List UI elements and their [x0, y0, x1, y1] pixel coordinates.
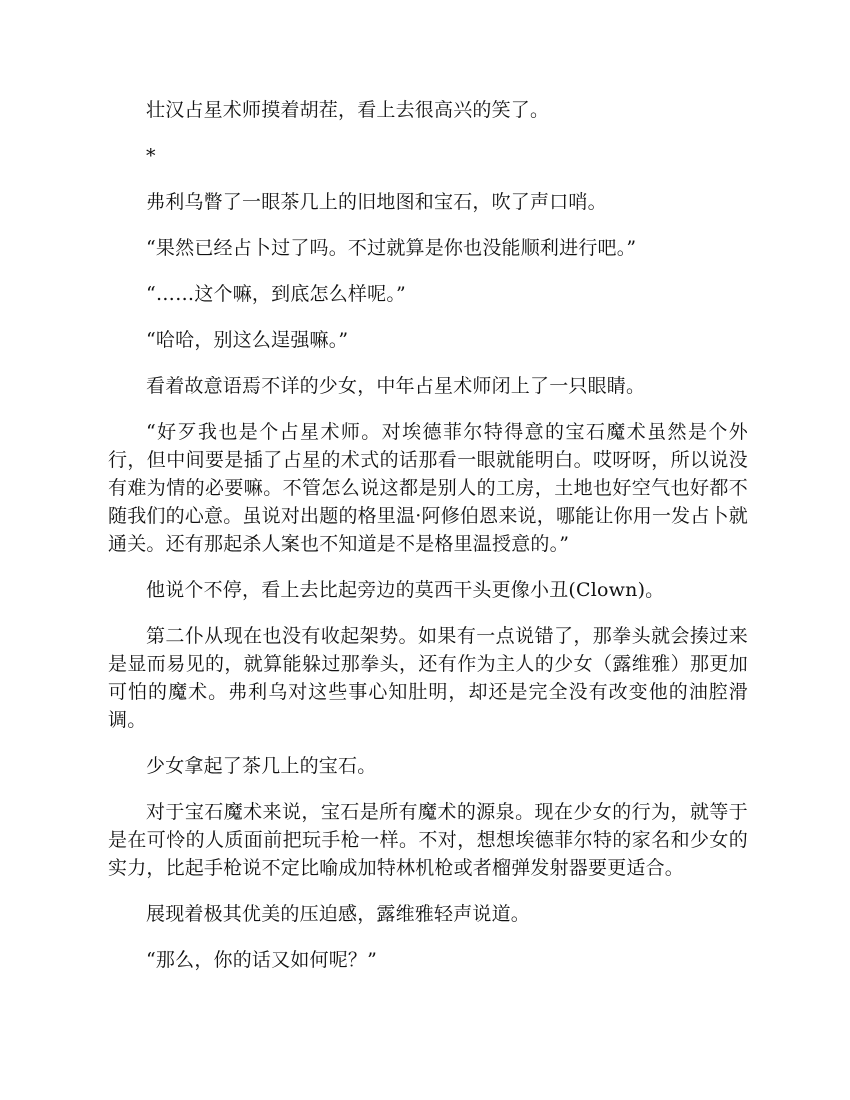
paragraph-7: “好歹我也是个占星术师。对埃德菲尔特得意的宝石魔术虽然是个外行，但中间要是插了占星的术式的话那看一眼就能明白。哎呀呀，所以说没有难为情的必要嘛。不管怎么说这都是别人的工房，土地也好空气也好都不随我们的心意。虽说对出题的格里温·阿修伯恩来说，哪能让你用一发占卜就通关。还有那起杀人案也不知道是不是格里温授意的。”	[108, 421, 748, 555]
document-body	[108, 96, 748, 992]
paragraph-8: 他说个不停，看上去比起旁边的莫西干头更像小丑(Clown)。	[146, 579, 665, 601]
section-break: *	[146, 145, 156, 167]
paragraph-10: 少女拿起了茶几上的宝石。	[146, 755, 377, 777]
paragraph-11: 对于宝石魔术来说，宝石是所有魔术的源泉。现在少女的行为，就等于是在可怜的人质面前把玩手枪一样。不对，想想埃德菲尔特的家名和少女的实力，比起手枪说不定比喻成加特林机枪或者榴弹发射器要更适合。	[108, 801, 748, 879]
paragraph-2: 弗利乌瞥了一眼茶几上的旧地图和宝石，吹了声口哨。	[146, 191, 607, 213]
paragraph-4: “……这个嘛，到底怎么样呢。”	[146, 283, 406, 305]
paragraph-3: “果然已经占卜过了吗。不过就算是你也没能顺利进行吧。”	[146, 237, 637, 259]
paragraph-9: 第二仆从现在也没有收起架势。如果有一点说错了，那拳头就会揍过来是显而易见的，就算能躲过那拳头，还有作为主人的少女（露维雅）那更加可怕的魔术。弗利乌对这些事心知肚明，却还是完全没有改变他的油腔滑调。	[108, 625, 748, 731]
paragraph-12: 展现着极其优美的压迫感，露维雅轻声说道。	[146, 903, 531, 925]
paragraph-13: “那么，你的话又如何呢？”	[146, 949, 378, 971]
paragraph-5: “哈哈，别这么逞强嘛。”	[146, 329, 349, 351]
paragraph-1: 壮汉占星术师摸着胡茬，看上去很高兴的笑了。	[146, 99, 550, 121]
paragraph-6: 看着故意语焉不详的少女，中年占星术师闭上了一只眼睛。	[146, 375, 646, 397]
